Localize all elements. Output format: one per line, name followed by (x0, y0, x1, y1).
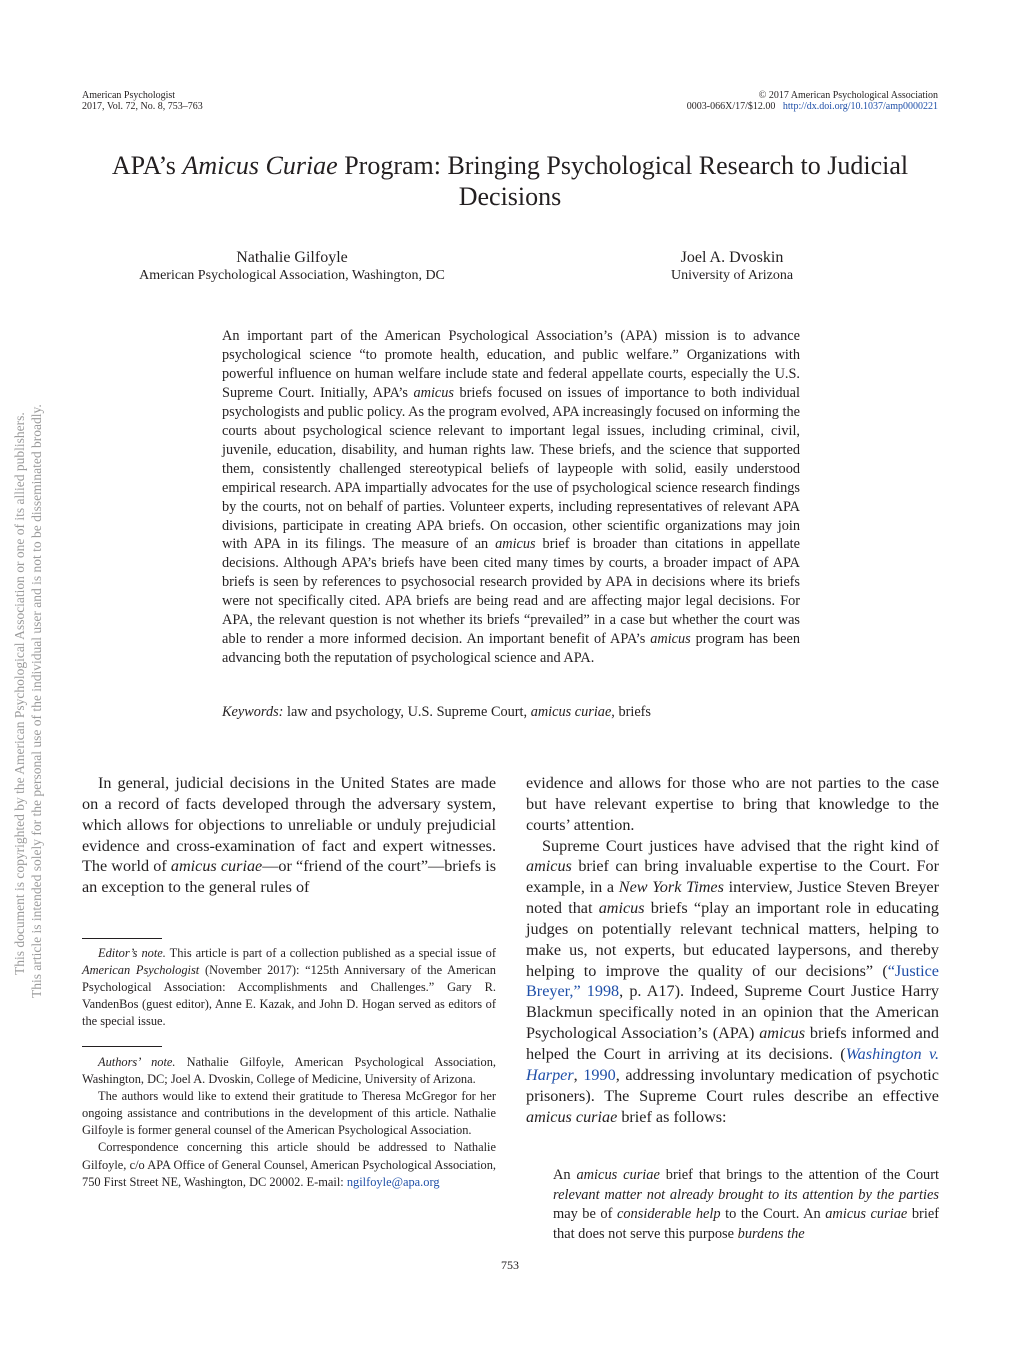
footnote (82, 1139, 496, 1190)
text-run: Program: Bringing Psychological Research to Judicial Decisions (337, 151, 909, 211)
copyright-notice: This document is copyrighted by the American Psychological Association or one of its allied publishers. (12, 412, 27, 975)
italic-text: Amicus Curiae (182, 151, 338, 180)
text-run: brief that does not serve this purpose (553, 1206, 940, 1242)
text-run: Supreme Court justices have advised that the right kind of (542, 836, 939, 855)
author-affiliation: University of Arizona (670, 268, 794, 283)
text-run: An (553, 1167, 577, 1183)
text-run: APA’s (111, 151, 183, 180)
text-run: brief as follows: (617, 1107, 727, 1126)
text-run: This article is part of a collection published as a special issue of (165, 946, 496, 960)
text-run: —or “friend of the court”—briefs is an exception to the general rules of (82, 857, 496, 897)
article-title (60, 150, 960, 212)
italic-text: amicus curiae (576, 1167, 660, 1183)
citation-link[interactable]: “Justice Breyer,” 1998 (526, 961, 939, 1001)
journal-name: American Psychologist (82, 90, 176, 101)
text-run: to the Court. An (720, 1206, 826, 1222)
italic-text: amicus (598, 899, 645, 918)
paragraph (526, 773, 939, 836)
text-run: briefs “play an important role in educating judges on potentially relevant technical matters, helping to make us, not experts, but educated laypersons, and thereby helping to improve the quality of our decisions” ( (526, 899, 939, 980)
text-run: program has been advancing both the reputation of psychological science and APA. (222, 631, 800, 667)
italic-text: amicus curiae (825, 1206, 908, 1222)
text-run: evidence and allows for those who are not parties to the case but have relevant expertise to bring that knowledge to the courts’ attention. (526, 774, 939, 834)
author-1 (92, 249, 492, 285)
text-run: interview, Justice Steven Breyer noted that (526, 878, 940, 918)
abstract (222, 327, 800, 668)
text-run: , p. A17). Indeed, Supreme Court Justice Harry Blackmun specifically noted in an opinion that the American Psychological Association’s (APA) (526, 982, 940, 1043)
footnote (82, 1088, 496, 1139)
text-run: , briefs (611, 704, 651, 720)
italic-text: amicus curiae (530, 704, 612, 720)
text-run: An important part of the American Psychological Association’s (APA) mission is to advance psychological science “to promote health, education, and public welfare.” Organizations with powerful influence on human welfare include state and federal appellate courts, especially the U.S. Supreme Court. Initially, APA’s (222, 328, 800, 401)
italic-text: amicus (526, 857, 572, 876)
footnote-divider (82, 1046, 162, 1047)
footnote-divider (82, 938, 162, 939)
italic-text: New York Times (618, 878, 724, 897)
text-run: The authors would like to extend their gratitude to Theresa McGregor for her ongoing assistance and contributions in the development of this article. Nathalie Gilfoyle is former general counsel of the American Psychological Association. (82, 1089, 496, 1138)
keywords (222, 703, 800, 722)
right-column-body (526, 773, 939, 1127)
author-2 (632, 249, 832, 285)
italic-text: amicus (495, 536, 536, 553)
paragraph (526, 836, 939, 1128)
text-run: may be of (553, 1206, 617, 1222)
italic-text: amicus curiae (526, 1107, 618, 1126)
left-column-body (82, 773, 496, 898)
italic-text: Authors’ note. (98, 1055, 176, 1069)
copyright: © 2017 American Psychological Association (758, 90, 938, 101)
text-run: , (573, 1065, 584, 1084)
citation-link[interactable]: Washington v. Harper (526, 1044, 939, 1084)
italic-text: considerable help (616, 1206, 721, 1222)
doi-link[interactable]: http://dx.doi.org/10.1037/amp0000221 (782, 101, 938, 112)
italic-text: amicus curiae (170, 857, 263, 876)
editors-note (82, 945, 496, 1030)
text-run: briefs focused on issues of importance to both individual psychologists and public policy. As the program evolved, APA increasingly focused on informing the courts about psychological science relevant to important legal issues, including criminal, civil, juvenile, education, disability, and human rights law. These briefs, and the science that supported them, consistently challenged stereotypical beliefs of laypeople with solid, easily understood empirical research. APA impartially advocates for the use of psychological science research findings by the courts, not on behalf of parties. Volunteer experts, including representatives of relevant APA divisions, participate in creating APA briefs. On occasion, other scientific organizations may join with APA in its filings. The measure of an (222, 384, 800, 553)
author-name: Nathalie Gilfoyle (236, 249, 348, 266)
citation-link[interactable]: ngilfoyle@apa.org (346, 1174, 440, 1189)
italic-text: relevant matter not already brought to its attention by the parties (553, 1186, 939, 1203)
text-run: Nathalie Gilfoyle, American Psychological Association, Washington, DC; Joel A. Dvoskin, College of Medicine, University of Arizona. (82, 1055, 496, 1087)
block-quote (553, 1166, 939, 1244)
page-number: 753 (501, 1258, 519, 1272)
italic-text: amicus (650, 631, 691, 648)
text-run: , addressing involuntary medication of psychotic prisoners). The Supreme Court rules describe an effective (526, 1065, 939, 1105)
text-run: brief that brings to the attention of the Court (659, 1167, 939, 1183)
journal-volume: 2017, Vol. 72, No. 8, 753–763 (82, 101, 203, 112)
italic-text: Editor’s note. (98, 946, 166, 960)
italic-text: American Psychologist (82, 963, 200, 978)
text-run: In general, judicial decisions in the United States are made on a record of facts developed through the adversary system, which allows for objections to unreliable or unduly prejudicial evidence and cross-examination of fact and expert witnesses. The world of (82, 774, 496, 876)
paragraph (82, 773, 496, 898)
authors-note (82, 1054, 496, 1191)
text-run: law and psychology, U.S. Supreme Court, (283, 704, 531, 720)
text-run: brief can bring invaluable expertise to the Court. For example, in a (526, 857, 939, 897)
footnote (82, 945, 496, 1030)
italic-text: Keywords: (222, 704, 284, 720)
italic-text: burdens the (737, 1225, 805, 1242)
text-run: brief is broader than citations in appellate decisions. Although APA’s briefs have been cited many times by courts, a broader impact of APA briefs is seen by references to psychosocial research provided by APA in decisions where its briefs were not specifically cited. APA briefs are being read and are affecting major legal decisions. For APA, the relevant question is not whether its briefs “prevailed” in a case but whether the court was able to render a more informed decision. An important benefit of APA’s (222, 536, 800, 648)
italic-text: amicus (759, 1024, 806, 1043)
text-run: (November 2017): “125th Anniversary of the American Psychological Association: Accomplishments and Challenges.” Gary R. VandenBos (guest editor), Anne E. Kazak, and John D. Hogan served as editors of the special issue. (82, 963, 496, 1029)
usage-notice: This article is intended solely for the personal use of the individual user and is not to be disseminated broadly. (29, 404, 44, 998)
footnote (82, 1054, 496, 1088)
citation-link[interactable]: 1990 (583, 1065, 616, 1084)
text-run: Correspondence concerning this article should be addressed to Nathalie Gilfoyle, c/o APA Office of General Counsel, American Psychological Association, 750 First Street NE, Washington, DC 20002. E-mail: (82, 1140, 496, 1189)
author-affiliation: American Psychological Association, Washington, DC (139, 268, 445, 283)
author-name: Joel A. Dvoskin (680, 249, 784, 266)
copyright-header (687, 90, 938, 112)
text-run: briefs informed and helped the Court in arriving at its decisions. ( (526, 1024, 939, 1063)
issn: 0003-066X/17/$12.00 (686, 101, 776, 112)
journal-header (82, 90, 203, 112)
italic-text: amicus (413, 384, 454, 401)
